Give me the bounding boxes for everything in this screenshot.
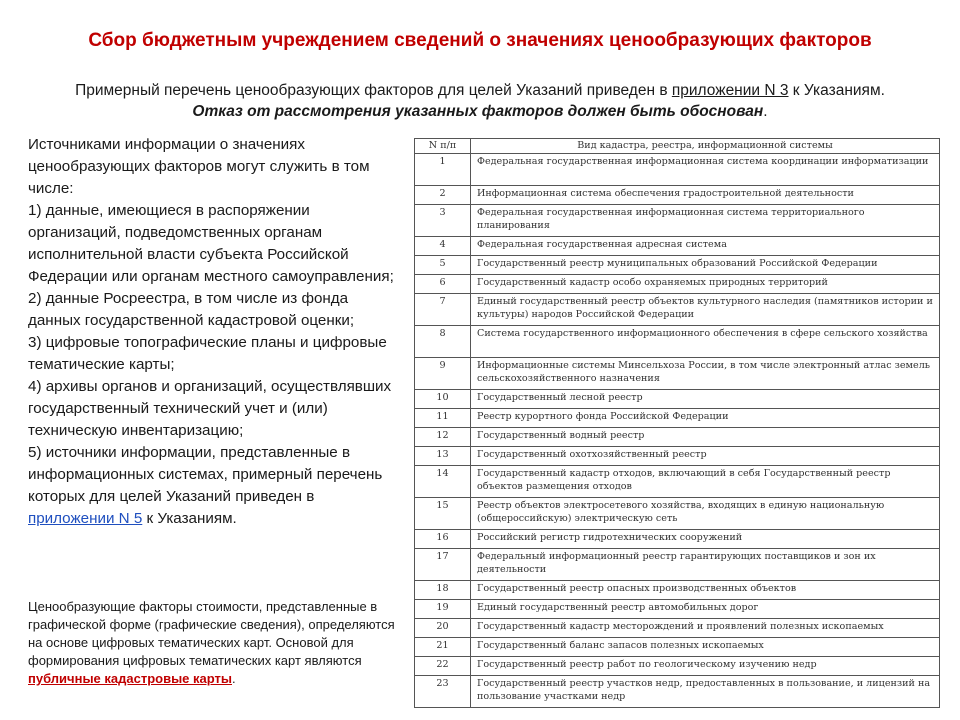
row-number: 19 — [415, 600, 471, 619]
row-number: 18 — [415, 581, 471, 600]
table-row — [415, 237, 940, 256]
intro-paragraph — [60, 80, 900, 122]
row-system-name: Государственный кадастр особо охраняемых природных территорий — [471, 275, 940, 294]
row-system-name: Система государственного информационного обеспечения в сфере сельского хозяйства — [471, 326, 940, 358]
row-system-name: Государственный кадастр месторождений и проявлений полезных ископаемых — [471, 619, 940, 638]
table-row — [415, 447, 940, 466]
row-system-name: Информационные системы Минсельхоза России, в том числе электронный атлас земель сельскохозяйственного назначения — [471, 358, 940, 390]
intro-text-after: к Указаниям. — [788, 82, 885, 99]
source-item-1: 1) данные, имеющиеся в распоряжении организаций, подведомственных органам исполнительной власти субъекта Российской Федерации или органам местного самоуправления; — [28, 202, 394, 285]
row-system-name: Государственный реестр работ по геологическому изучению недр — [471, 657, 940, 676]
row-system-name: Государственный водный реестр — [471, 428, 940, 447]
table-row — [415, 205, 940, 237]
row-system-name: Реестр курортного фонда Российской Федерации — [471, 409, 940, 428]
table-row — [415, 294, 940, 326]
note-text: Ценообразующие факторы стоимости, представленные в графической форме (графические сведения), определяются на основе цифровых тематических карт. Основой для формирования цифровых тематических карт являются — [28, 599, 395, 668]
row-number: 5 — [415, 256, 471, 275]
row-system-name: Единый государственный реестр автомобильных дорог — [471, 600, 940, 619]
row-number: 1 — [415, 154, 471, 186]
source-item-3: 3) цифровые топографические планы и цифровые тематические карты; — [28, 334, 387, 373]
row-number: 10 — [415, 390, 471, 409]
sources-lead: Источниками информации о значениях ценообразующих факторов могут служить в том числе: — [28, 136, 370, 197]
appendix-3-link[interactable]: приложении N 3 — [671, 82, 789, 99]
table-row — [415, 154, 940, 186]
row-number: 11 — [415, 409, 471, 428]
table-header-row — [415, 139, 940, 154]
row-number: 3 — [415, 205, 471, 237]
table-row — [415, 186, 940, 205]
appendix-5-link[interactable]: приложении N 5 — [28, 510, 143, 527]
row-system-name: Федеральный информационный реестр гарантирующих поставщиков и зон их деятельности — [471, 549, 940, 581]
table-row — [415, 358, 940, 390]
row-number: 16 — [415, 530, 471, 549]
row-number: 23 — [415, 676, 471, 708]
table-row — [415, 676, 940, 708]
sources-list — [28, 134, 400, 530]
row-system-name: Федеральная государственная информационная система территориального планирования — [471, 205, 940, 237]
table-row — [415, 600, 940, 619]
table-body — [415, 154, 940, 708]
source-item-2: 2) данные Росреестра, в том числе из фонда данных государственной кадастровой оценки; — [28, 290, 355, 329]
row-number: 20 — [415, 619, 471, 638]
row-number: 4 — [415, 237, 471, 256]
row-system-name: Реестр объектов электросетевого хозяйства, входящих в единую национальную (общероссийскую) электрическую сеть — [471, 498, 940, 530]
row-system-name: Государственный реестр участков недр, предоставленных в пользование, и лицензий на пользование участками недр — [471, 676, 940, 708]
row-system-name: Государственный охотхозяйственный реестр — [471, 447, 940, 466]
row-system-name: Государственный баланс запасов полезных ископаемых — [471, 638, 940, 657]
info-systems-table — [414, 138, 940, 708]
table-row — [415, 390, 940, 409]
table-row — [415, 619, 940, 638]
info-systems-table-wrap — [414, 138, 940, 720]
intro-end: . — [763, 103, 768, 120]
table-row — [415, 409, 940, 428]
row-system-name: Государственный реестр муниципальных образований Российской Федерации — [471, 256, 940, 275]
intro-emphasis: Отказ от рассмотрения указанных факторов должен быть обоснован — [192, 103, 764, 120]
row-system-name: Федеральная государственная информационная система координации информатизации — [471, 154, 940, 186]
row-number: 7 — [415, 294, 471, 326]
row-number: 8 — [415, 326, 471, 358]
row-number: 12 — [415, 428, 471, 447]
row-number: 21 — [415, 638, 471, 657]
table-row — [415, 530, 940, 549]
row-system-name: Государственный реестр опасных производственных объектов — [471, 581, 940, 600]
public-cadastral-maps-link[interactable]: публичные кадастровые карты — [28, 671, 232, 686]
source-item-5-text: 5) источники информации, представленные в информационных системах, примерный перечень которых для целей Указаний приведен в — [28, 444, 383, 505]
row-system-name: Государственный лесной реестр — [471, 390, 940, 409]
row-number: 15 — [415, 498, 471, 530]
intro-text: Примерный перечень ценообразующих факторов для целей Указаний приведен в — [75, 82, 672, 99]
table-row — [415, 638, 940, 657]
table-row — [415, 428, 940, 447]
header-number: N п/п — [415, 139, 471, 154]
header-system-type: Вид кадастра, реестра, информационной системы — [471, 139, 940, 154]
table-row — [415, 549, 940, 581]
row-number: 14 — [415, 466, 471, 498]
table-row — [415, 498, 940, 530]
source-item-4: 4) архивы органов и организаций, осуществлявших государственный технический учет и (или) техническую инвентаризацию; — [28, 378, 392, 439]
row-system-name: Государственный кадастр отходов, включающий в себя Государственный реестр объектов размещения отходов — [471, 466, 940, 498]
table-row — [415, 657, 940, 676]
source-item-5 — [28, 442, 400, 530]
row-number: 17 — [415, 549, 471, 581]
row-number: 6 — [415, 275, 471, 294]
graphic-factors-note — [28, 598, 400, 688]
table-row — [415, 275, 940, 294]
slide-title: Сбор бюджетным учреждением сведений о значениях ценообразующих факторов — [88, 30, 872, 51]
table-row — [415, 466, 940, 498]
row-system-name: Единый государственный реестр объектов культурного наследия (памятников истории и культуры) народов Российской Федерации — [471, 294, 940, 326]
source-item-5-end: к Указаниям. — [142, 510, 237, 527]
row-number: 13 — [415, 447, 471, 466]
row-number: 22 — [415, 657, 471, 676]
table-row — [415, 581, 940, 600]
note-end: . — [232, 671, 236, 686]
row-system-name: Российский регистр гидротехнических сооружений — [471, 530, 940, 549]
row-system-name: Федеральная государственная адресная система — [471, 237, 940, 256]
table-row — [415, 326, 940, 358]
row-number: 9 — [415, 358, 471, 390]
row-number: 2 — [415, 186, 471, 205]
table-row — [415, 256, 940, 275]
row-system-name: Информационная система обеспечения градостроительной деятельности — [471, 186, 940, 205]
